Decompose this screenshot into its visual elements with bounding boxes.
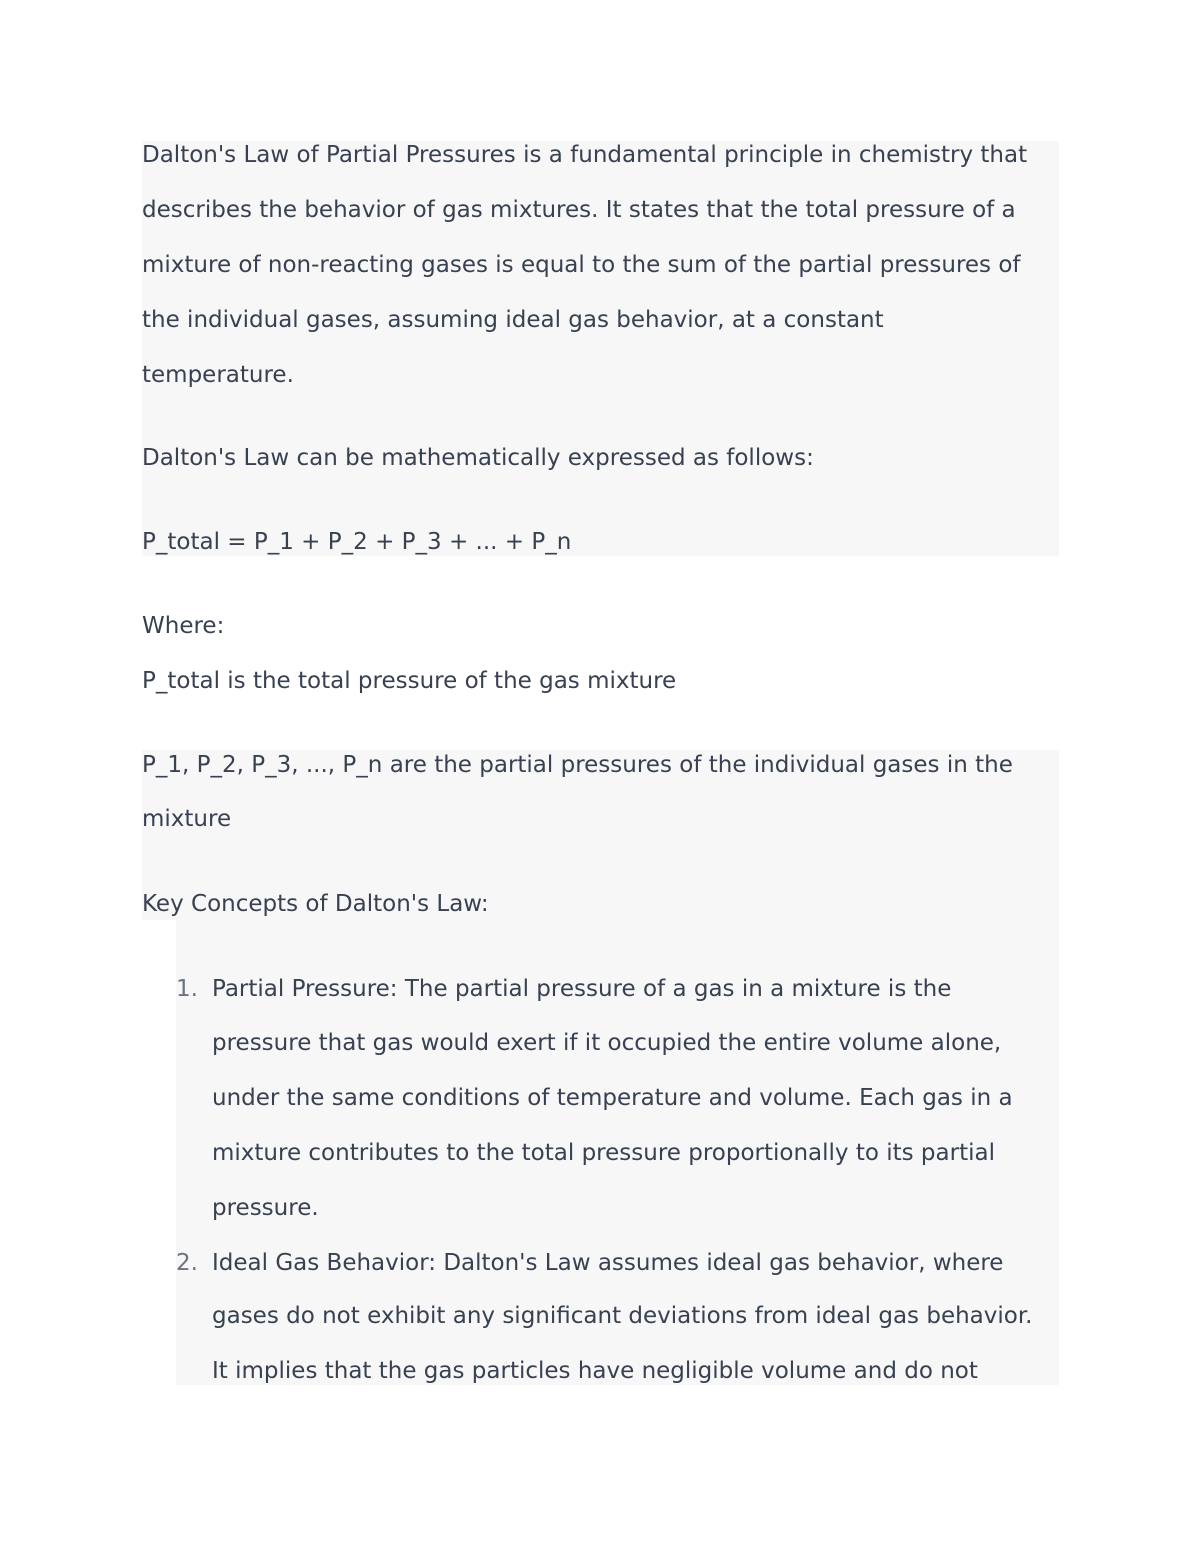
- list-item-line: gases do not exhibit any significant deviations from ideal gas behavior.: [212, 1303, 1033, 1329]
- list-item-line: It implies that the gas particles have negligible volume and do not: [212, 1358, 978, 1384]
- key-concepts-heading: Key Concepts of Dalton's Law:: [142, 891, 489, 917]
- definition-partials-line: P_1, P_2, P_3, ..., P_n are the partial pressures of the individual gases in the: [142, 752, 1013, 778]
- intro-line: temperature.: [142, 362, 294, 388]
- intro-line: Dalton's Law of Partial Pressures is a fundamental principle in chemistry that: [142, 142, 1028, 168]
- definition-total: P_total is the total pressure of the gas mixture: [142, 668, 677, 694]
- intro-line: mixture of non-reacting gases is equal to the sum of the partial pressures of: [142, 252, 1021, 278]
- list-marker: 1.: [176, 976, 198, 1002]
- list-item-line: Ideal Gas Behavior: Dalton's Law assumes ideal gas behavior, where: [212, 1250, 1004, 1276]
- where-label: Where:: [142, 613, 225, 639]
- list-item-line: Partial Pressure: The partial pressure of a gas in a mixture is the: [212, 976, 952, 1002]
- expression-intro: Dalton's Law can be mathematically expressed as follows:: [142, 445, 814, 471]
- list-item-line: pressure.: [212, 1195, 319, 1221]
- intro-line: describes the behavior of gas mixtures. It states that the total pressure of a: [142, 197, 1016, 223]
- formula: P_total = P_1 + P_2 + P_3 + ... + P_n: [142, 529, 572, 555]
- definition-partials-line: mixture: [142, 806, 232, 832]
- list-item-line: mixture contributes to the total pressure proportionally to its partial: [212, 1140, 995, 1166]
- list-marker: 2.: [176, 1250, 198, 1276]
- list-item-line: pressure that gas would exert if it occupied the entire volume alone,: [212, 1030, 1002, 1056]
- list-item-line: under the same conditions of temperature and volume. Each gas in a: [212, 1085, 1013, 1111]
- intro-line: the individual gases, assuming ideal gas behavior, at a constant: [142, 307, 884, 333]
